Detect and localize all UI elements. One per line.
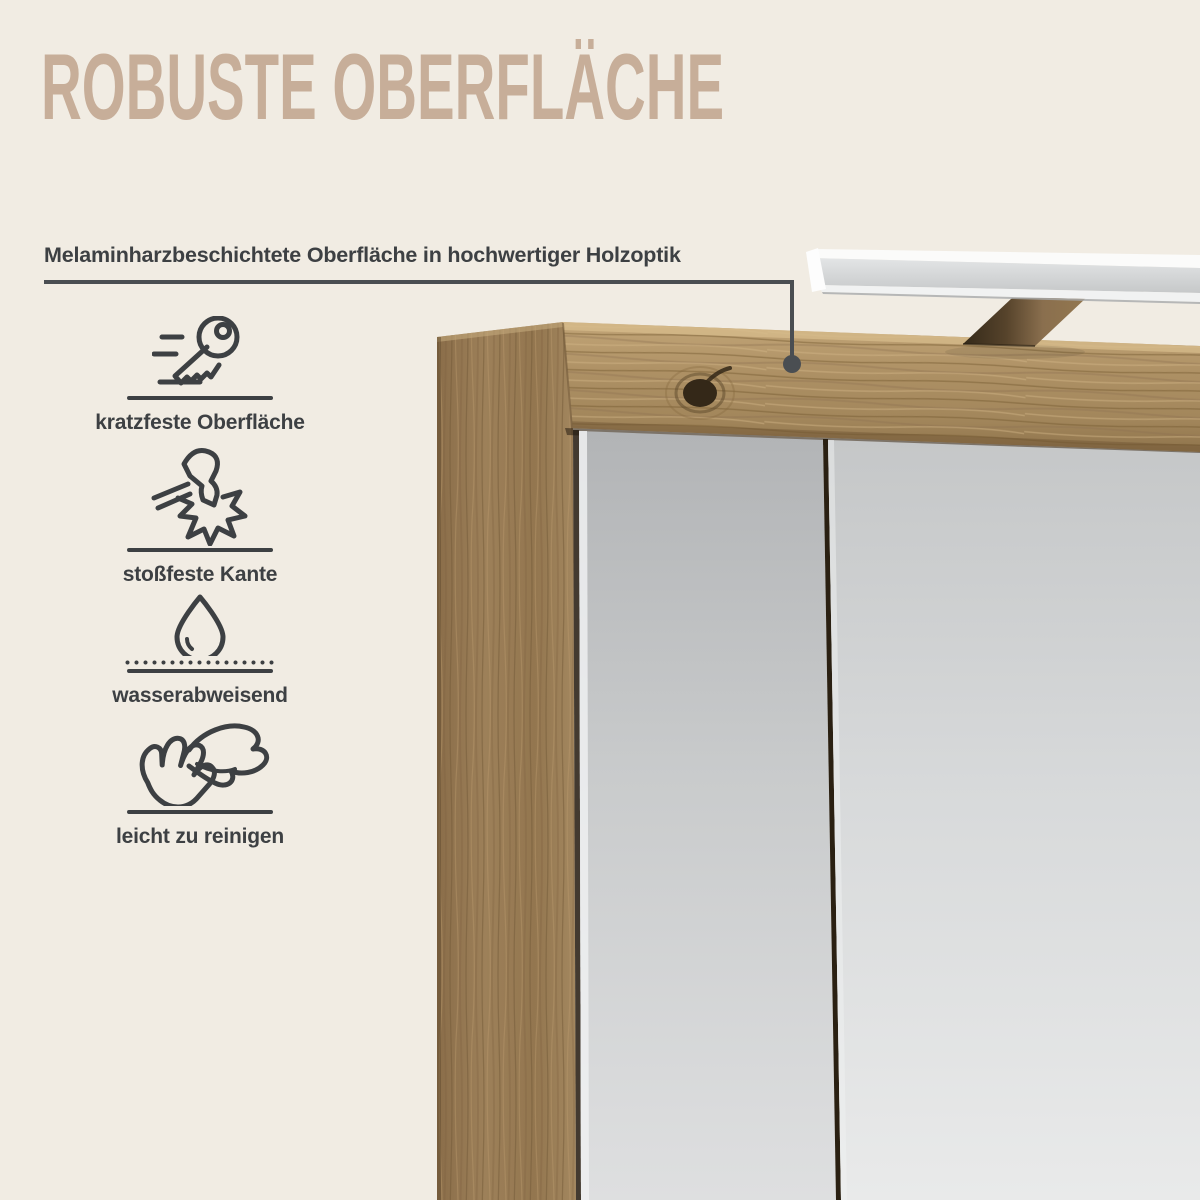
feature-label: leicht zu reinigen <box>116 825 284 848</box>
wood-knot <box>666 367 734 419</box>
dotted-surface-line <box>125 660 275 665</box>
led-light-bar <box>806 248 1200 304</box>
feature-label: wasserabweisend <box>112 684 288 707</box>
callout-endpoint-dot <box>783 355 801 373</box>
feature-divider <box>127 669 273 673</box>
feature-water-repellent <box>40 594 360 708</box>
feature-label: kratzfeste Oberfläche <box>95 411 305 434</box>
page-title: ROBUSTE OBERFLÄCHE <box>41 34 725 139</box>
feature-divider <box>127 548 273 552</box>
feature-easy-to-clean <box>40 720 360 849</box>
feature-impact-resistant <box>40 446 360 587</box>
feature-scratch-proof <box>40 310 360 435</box>
feature-divider <box>127 396 273 400</box>
scratch-key-icon <box>152 316 248 392</box>
cleaning-hand-icon <box>125 718 275 806</box>
callout-text: Melaminharzbeschichtete Oberfläche in hochwertiger Holzoptik <box>44 243 681 267</box>
callout-line-horizontal <box>44 280 794 284</box>
water-drop-icon <box>127 594 273 656</box>
feature-label: stoßfeste Kante <box>122 563 278 586</box>
mirror-door-left <box>579 431 836 1200</box>
lamp-mounting-arm <box>945 298 1086 359</box>
callout-line-vertical <box>790 280 794 362</box>
feature-divider <box>127 810 273 814</box>
mirror-door-right <box>828 440 1200 1200</box>
cabinet-side-panel <box>437 322 576 1200</box>
impact-hammer-icon <box>148 442 252 546</box>
